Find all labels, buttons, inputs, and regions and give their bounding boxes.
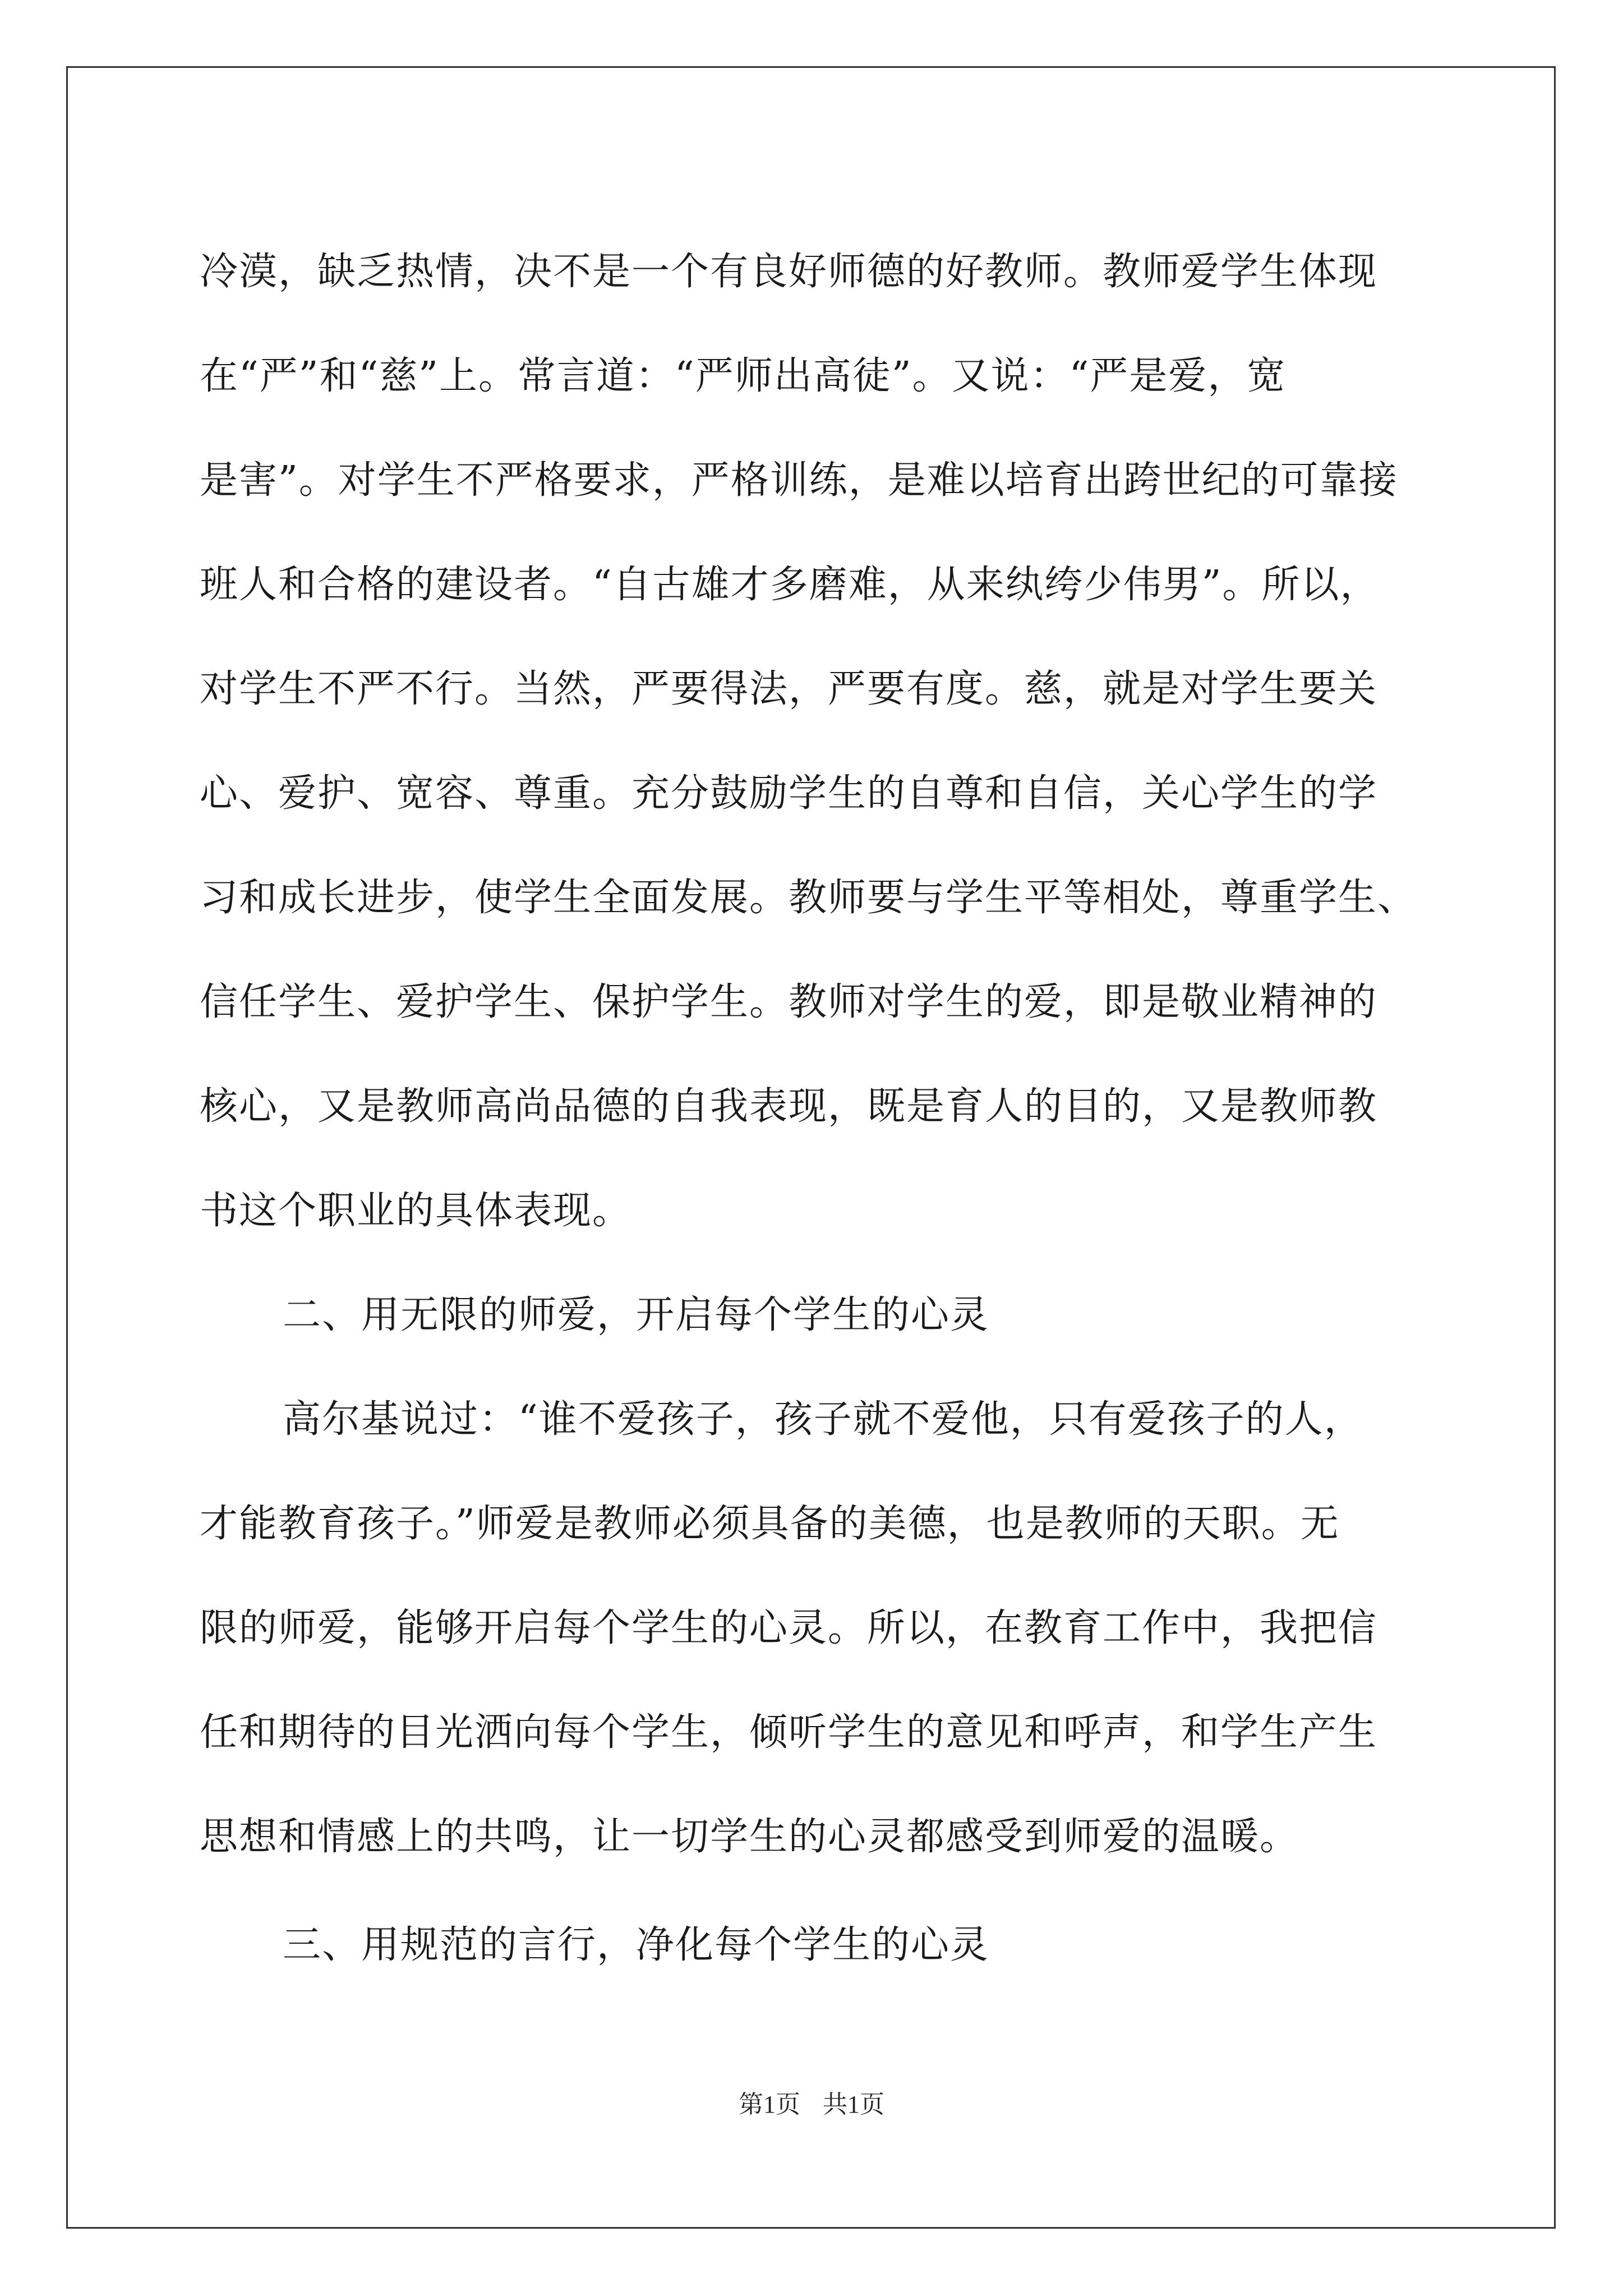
page-number: 第1页 (739, 2091, 800, 2118)
text-line: 信任学生、爱护学生、保护学生。教师对学生的爱，即是敬业精神的 (200, 980, 1378, 1024)
text-line: 才能教育孩子。”师爱是教师必须具备的美德，也是教师的天职。无 (200, 1502, 1340, 1546)
text-line: 在“严”和“慈”上。常言道：“严师出高徒”。又说：“严是爱，宽 (200, 354, 1287, 398)
text-line: 是害”。对学生不严格要求，严格训练，是难以培育出跨世纪的可靠接 (200, 458, 1398, 503)
total-pages: 共1页 (823, 2091, 884, 2118)
text-line: 核心，又是教师高尚品德的自我表现，既是育人的目的，又是教师教 (200, 1084, 1378, 1129)
document-body (200, 220, 1456, 1998)
text-line: 冷漠，缺乏热情，决不是一个有良好师德的好教师。教师爱学生体现 (200, 250, 1378, 294)
blank-line (200, 1889, 1456, 1893)
text-line: 对学生不严不行。当然，严要得法，严要有度。慈，就是对学生要关 (200, 667, 1378, 711)
text-line: 习和成长进步，使学生全面发展。教师要与学生平等相处，尊重学生、 (200, 876, 1417, 920)
text-line: 书这个职业的具体表现。 (200, 1189, 632, 1233)
text-line: 心、爱护、宽容、尊重。充分鼓励学生的自尊和自信，关心学生的学 (200, 771, 1378, 816)
section-heading: 三、用规范的言行，净化每个学生的心灵 (283, 1923, 990, 1967)
page-footer (0, 2088, 1623, 2122)
text-line: 班人和合格的建设者。“自古雄才多磨难，从来纨绔少伟男”。所以， (200, 563, 1380, 607)
text-line: 高尔基说过：“谁不爱孩子，孩子就不爱他，只有爱孩子的人， (283, 1397, 1363, 1442)
section-heading: 二、用无限的师爱，开启每个学生的心灵 (283, 1293, 990, 1337)
text-line: 任和期待的目光洒向每个学生，倾听学生的意见和呼声，和学生产生 (200, 1710, 1378, 1755)
text-line: 限的师爱，能够开启每个学生的心灵。所以，在教育工作中，我把信 (200, 1606, 1378, 1650)
text-line: 思想和情感上的共鸣，让一切学生的心灵都感受到师爱的温暖。 (200, 1815, 1299, 1859)
